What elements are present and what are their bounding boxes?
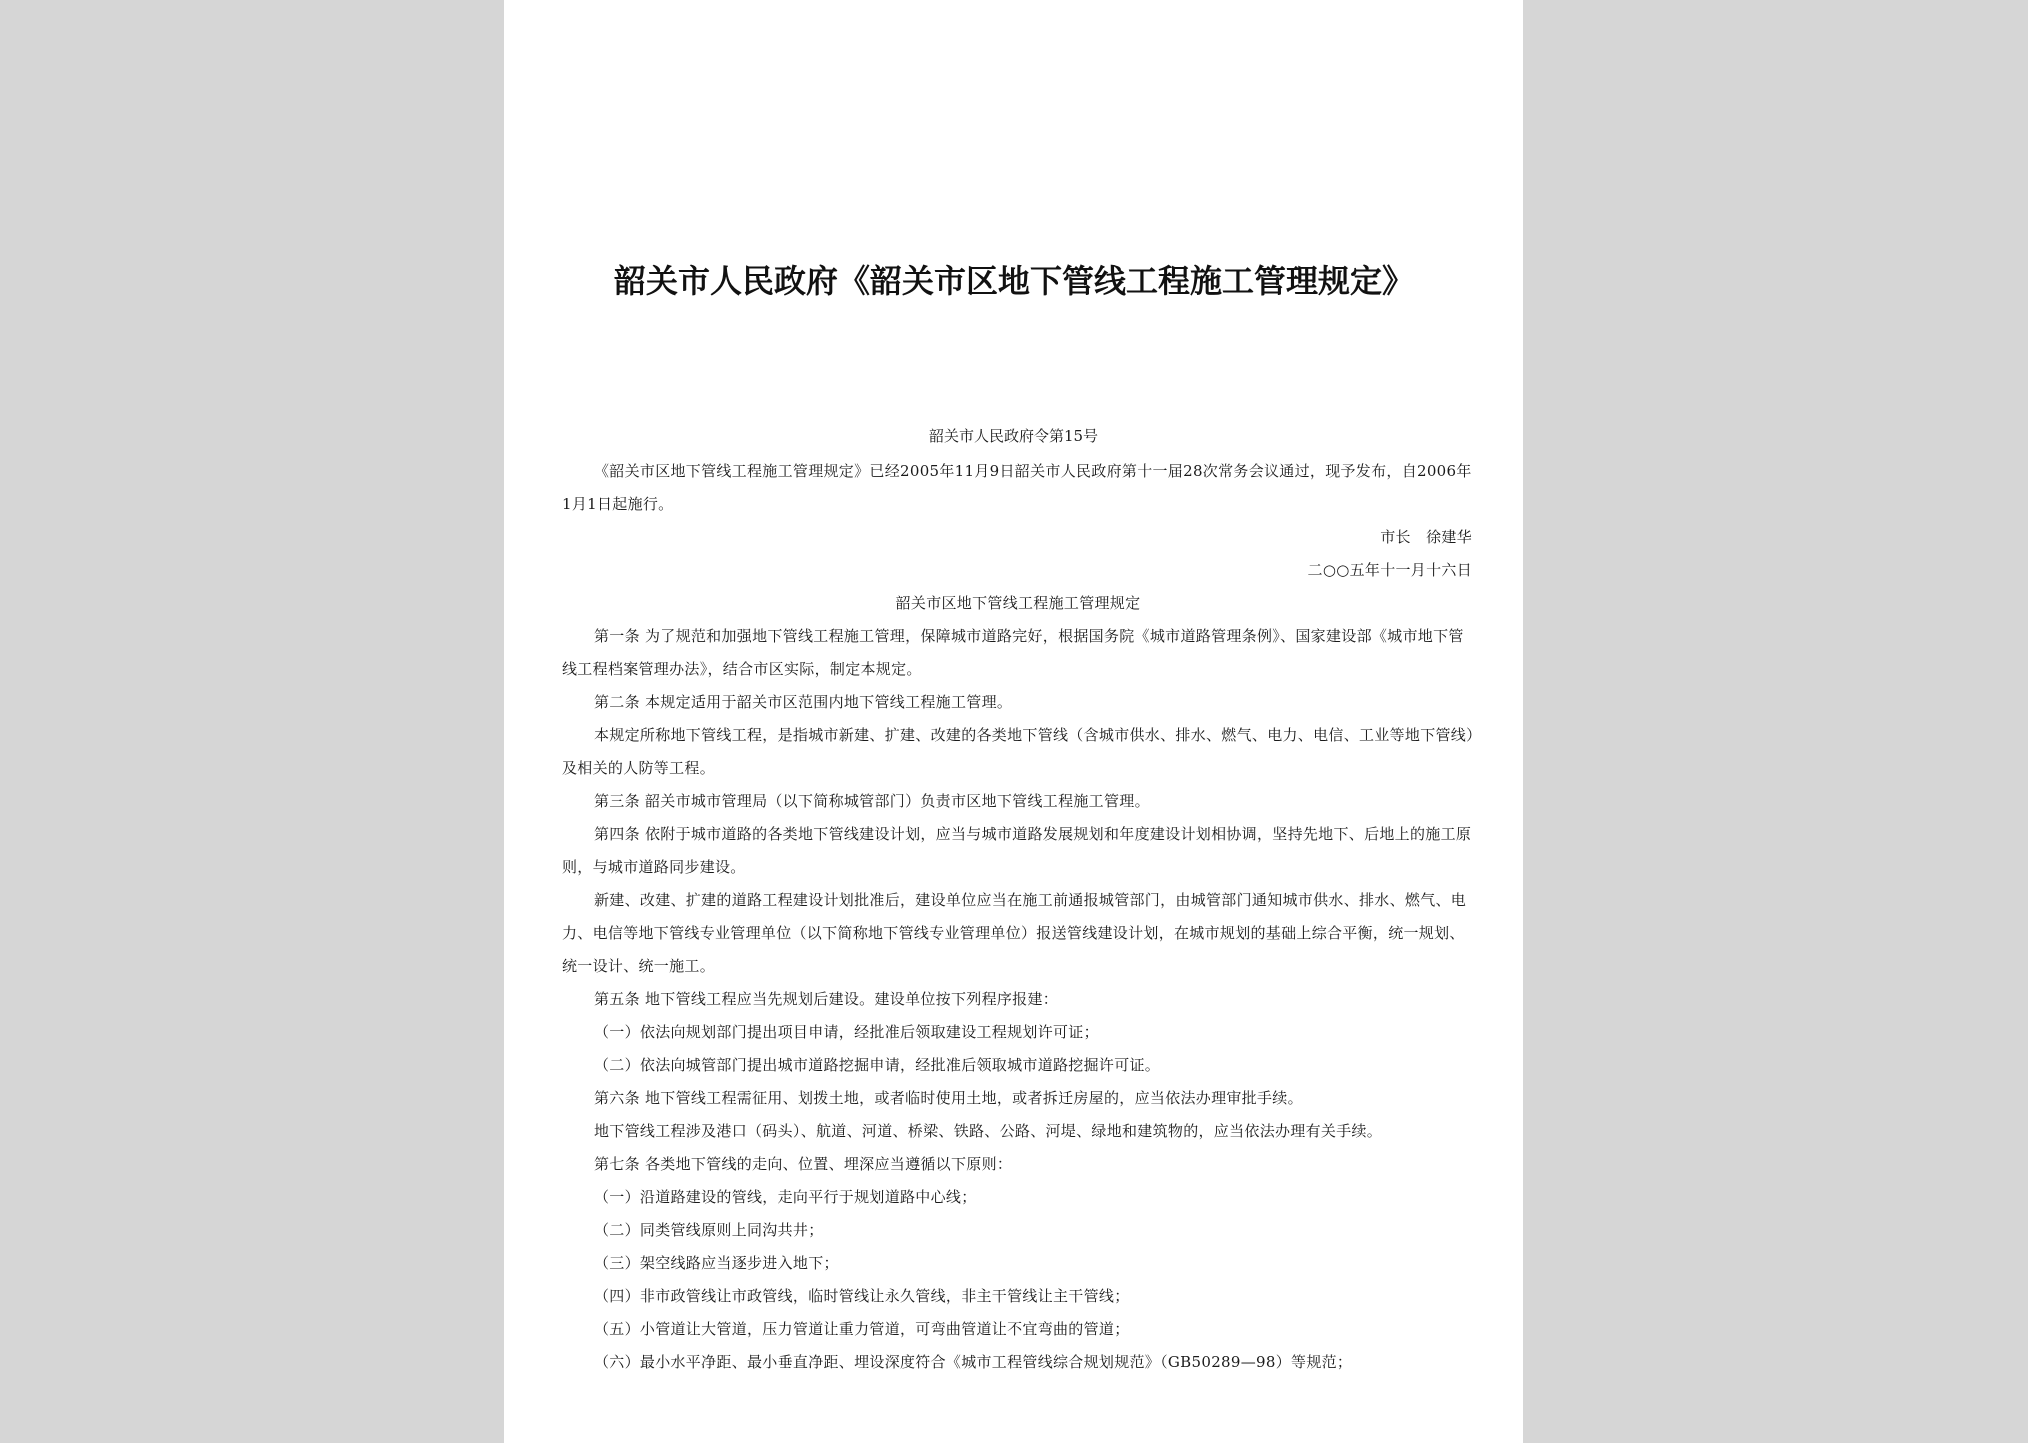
document-title: 韶关市人民政府《韶关市区地下管线工程施工管理规定》 (613, 262, 1414, 300)
paragraph: 第七条 各类地下管线的走向、位置、埋深应当遵循以下原则： (594, 1155, 1013, 1173)
document-page (504, 0, 1523, 1443)
paragraph: 第六条 地下管线工程需征用、划拨土地，或者临时使用土地，或者拆迁房屋的，应当依法办理审批手续。 (594, 1089, 1303, 1107)
paragraph: （三）架空线路应当逐步进入地下； (594, 1254, 839, 1272)
paragraph: 第二条 本规定适用于韶关市区范围内地下管线工程施工管理。 (594, 693, 1013, 711)
promulgation-text: 《韶关市区地下管线工程施工管理规定》已经2005年11月9日韶关市人民政府第十一届28次常务会议通过，现予发布，自2006年1月1日起施行。 (562, 462, 1472, 513)
paragraph: （五）小管道让大管道，压力管道让重力管道，可弯曲管道让不宜弯曲的管道； (594, 1320, 1130, 1338)
order-number: 韶关市人民政府令第15号 (928, 427, 1099, 445)
paragraph: 本规定所称地下管线工程，是指城市新建、扩建、改建的各类地下管线（含城市供水、排水、燃气、电力、电信、工业等地下管线）及相关的人防等工程。 (562, 726, 1474, 777)
signing-date: 二○○五年十一月十六日 (1307, 561, 1472, 579)
paragraph: （一）依法向规划部门提出项目申请，经批准后领取建设工程规划许可证； (594, 1023, 1099, 1041)
paragraph: 新建、改建、扩建的道路工程建设计划批准后，建设单位应当在施工前通报城管部门，由城管部门通知城市供水、排水、燃气、电力、电信等地下管线专业管理单位（以下简称地下管线专业管理单位）报送管线建设计划，在城市规划的基础上综合平衡，统一规划、统一设计、统一施工。 (562, 891, 1467, 975)
paragraph: （二）同类管线原则上同沟共井； (594, 1221, 824, 1239)
paragraph: （二）依法向城管部门提出城市道路挖掘申请，经批准后领取城市道路挖掘许可证。 (594, 1056, 1161, 1074)
paragraph: （一）沿道路建设的管线，走向平行于规划道路中心线； (594, 1188, 977, 1206)
paragraph: 第三条 韶关市城市管理局（以下简称城管部门）负责市区地下管线工程施工管理。 (594, 792, 1150, 810)
paragraph: 第四条 依附于城市道路的各类地下管线建设计划，应当与城市道路发展规划和年度建设计划相协调，坚持先地下、后地上的施工原则，与城市道路同步建设。 (562, 825, 1472, 876)
document-body (562, 455, 1474, 1379)
paragraph: （四）非市政管线让市政管线，临时管线让永久管线，非主干管线让主干管线； (594, 1287, 1130, 1305)
signature: 市长 徐建华 (1380, 528, 1472, 546)
paragraph: 第五条 地下管线工程应当先规划后建设。建设单位按下列程序报建： (594, 990, 1059, 1008)
paragraph: 地下管线工程涉及港口（码头）、航道、河道、桥梁、铁路、公路、河堤、绿地和建筑物的，应当依法办理有关手续。 (594, 1122, 1383, 1140)
paragraph: （六）最小水平净距、最小垂直净距、埋设深度符合《城市工程管线综合规划规范》（GB50289—98）等规范； (594, 1353, 1353, 1371)
regulation-title: 韶关市区地下管线工程施工管理规定 (895, 594, 1141, 612)
paragraph: 第一条 为了规范和加强地下管线工程施工管理，保障城市道路完好，根据国务院《城市道路管理条例》、国家建设部《城市地下管线工程档案管理办法》，结合市区实际，制定本规定。 (562, 627, 1464, 678)
